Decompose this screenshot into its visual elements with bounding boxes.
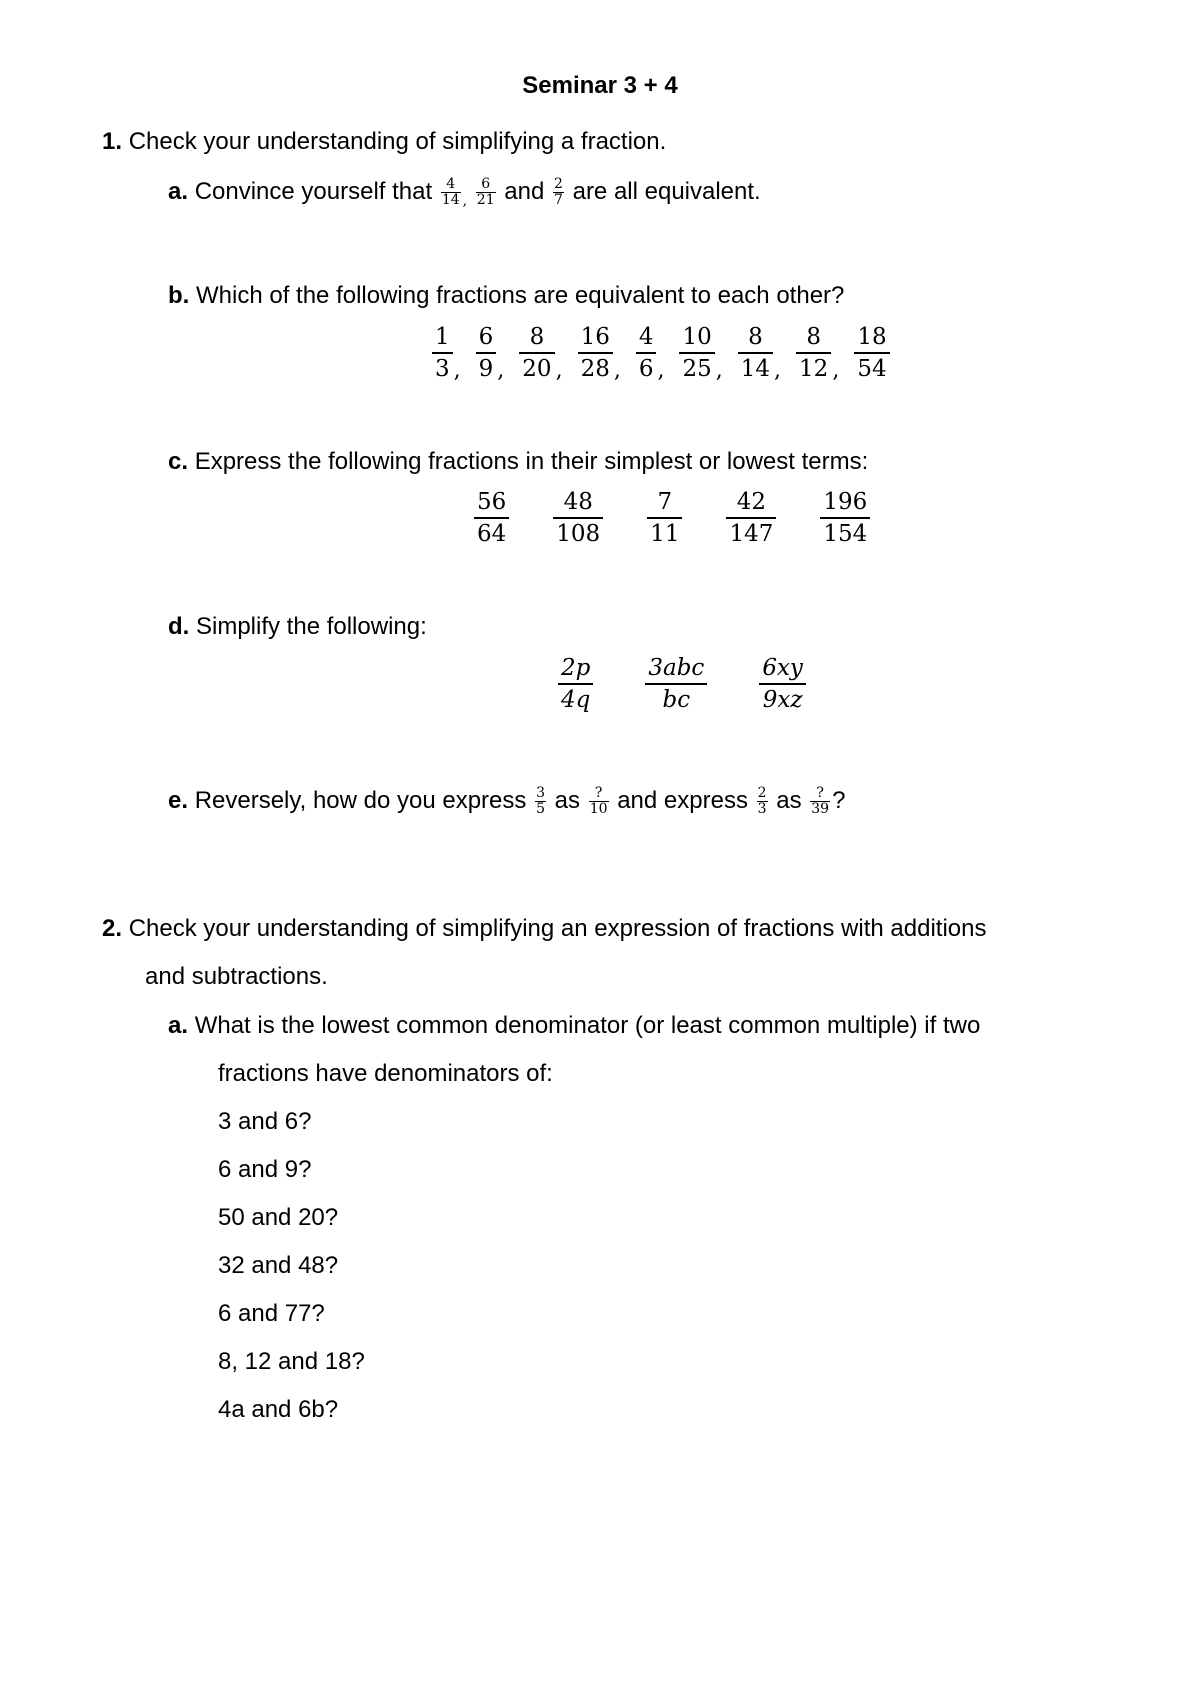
denominator: 154 (823, 521, 868, 547)
question-text: Check your understanding of simplifying an expression of fractions with additions (128, 915, 987, 942)
denominator: 11 (650, 521, 680, 547)
numerator: 6xy (759, 653, 806, 685)
list-item: 32 and 48? (218, 1252, 339, 1279)
question-1b (168, 281, 844, 311)
inline-fraction: $\frac{2}{3}$ (757, 785, 767, 818)
item-text: What is the lowest common denominator (or least common multiple) if two (194, 1012, 981, 1039)
item-label: c. (168, 448, 189, 475)
numerator: 2p (558, 653, 593, 685)
list-item: 6 and 9? (218, 1156, 312, 1183)
numerator: 7 (647, 487, 682, 519)
denominator: 9xz (762, 687, 803, 713)
denominator: 28 (580, 356, 610, 382)
denominator: 25 (682, 356, 712, 382)
question-2 (102, 914, 986, 944)
inline-fraction: $\frac{3}{5}$ (536, 785, 545, 818)
numerator: 8 (796, 322, 831, 354)
item-label: d. (168, 613, 190, 640)
fraction (820, 487, 870, 549)
denominator: 6 (638, 356, 654, 382)
fraction-list (558, 653, 806, 715)
denominator: 108 (556, 521, 601, 547)
question-1a: a. Convince yourself that $\frac{4}{14}$ $_,$ $\frac{6}{21}$ and $\frac{2}{7}$ are all equivalent. (168, 176, 761, 209)
item-text: Reversely, how do you express (194, 787, 527, 814)
item-text: ? (832, 787, 846, 814)
list-item: 8, 12 and 18? (218, 1348, 365, 1375)
comma-separator: , (497, 357, 505, 383)
numerator: 42 (726, 487, 776, 519)
fraction (738, 322, 773, 384)
comma-separator: , (832, 357, 840, 383)
fraction (796, 322, 831, 384)
denominator: 3 (435, 356, 450, 382)
numerator: 6 (476, 322, 497, 354)
list-item: 50 and 20? (218, 1204, 339, 1231)
fraction (476, 322, 497, 384)
page-title: Seminar 3 + 4 (522, 72, 678, 99)
numerator: 196 (820, 487, 870, 519)
question-2a (168, 1011, 980, 1041)
item-label: b. (168, 282, 190, 309)
question-number: 2. (102, 915, 123, 942)
question-text: Check your understanding of simplifying a fraction. (128, 128, 667, 155)
comma-separator: , (774, 357, 782, 383)
denominator: 4q (561, 687, 591, 713)
inline-fraction: ? 39 (811, 785, 830, 818)
denominator: 64 (477, 521, 507, 547)
question-1d (168, 612, 427, 642)
fraction (474, 487, 509, 549)
fraction (759, 653, 806, 715)
fraction (647, 487, 682, 549)
item-text: are all equivalent. (572, 178, 761, 205)
comma-separator: , (613, 357, 621, 383)
fraction (726, 487, 776, 549)
numerator: 18 (854, 322, 889, 354)
comma-separator: , (715, 357, 723, 383)
denominator: 9 (478, 356, 494, 382)
fraction (854, 322, 889, 384)
item-text: Which of the following fractions are equivalent to each other? (196, 282, 845, 309)
comma-separator: , (453, 357, 461, 383)
denominator: 12 (799, 356, 829, 382)
question-2a-continued: fractions have denominators of: (218, 1060, 553, 1087)
numerator: 8 (738, 322, 773, 354)
inline-fraction: ? 10 (589, 785, 608, 818)
fraction (519, 322, 554, 384)
inline-fraction: $\frac{2}{7}$ (554, 176, 563, 209)
item-text: and (504, 178, 545, 205)
list-item: 6 and 77? (218, 1300, 325, 1327)
fraction (645, 653, 707, 715)
numerator: 10 (679, 322, 714, 354)
denominator: bc (662, 687, 691, 713)
comma-separator: , (657, 357, 665, 383)
item-text: as (554, 787, 581, 814)
comma-separator: , (555, 357, 563, 383)
fraction-list (432, 322, 890, 384)
inline-fraction: $\frac{6}{21}$ (476, 176, 495, 209)
numerator: 4 (636, 322, 657, 354)
item-text: as (776, 787, 802, 814)
list-item: 4a and 6b? (218, 1396, 339, 1423)
inline-fraction: $\frac{4}{14}$ (441, 176, 460, 209)
question-1e (168, 786, 845, 817)
numerator: 16 (578, 322, 613, 354)
question-1c (168, 447, 868, 477)
item-label: a. (168, 1012, 189, 1039)
fraction-list (474, 487, 870, 549)
fraction (553, 487, 603, 549)
fraction (636, 322, 657, 384)
list-item: 3 and 6? (218, 1108, 312, 1135)
fraction (578, 322, 613, 384)
denominator: 20 (522, 356, 552, 382)
fraction (432, 322, 453, 384)
numerator: 3abc (645, 653, 707, 685)
denominator: 14 (740, 356, 771, 382)
denominator: 147 (729, 521, 774, 547)
item-label: a. (168, 178, 189, 205)
numerator: 1 (432, 322, 453, 354)
fraction (558, 653, 593, 715)
item-text: Express the following fractions in their simplest or lowest terms: (194, 448, 869, 475)
denominator: 54 (857, 356, 887, 382)
numerator: 8 (519, 322, 554, 354)
question-1 (102, 127, 666, 157)
numerator: 48 (553, 487, 603, 519)
numerator: 56 (474, 487, 509, 519)
fraction (679, 322, 714, 384)
item-label: e. (168, 787, 189, 814)
question-2-continued: and subtractions. (145, 963, 328, 990)
question-number: 1. (102, 128, 123, 155)
item-text: Convince yourself that (194, 178, 433, 205)
item-text: and express (617, 787, 748, 814)
item-text: Simplify the following: (196, 613, 427, 640)
